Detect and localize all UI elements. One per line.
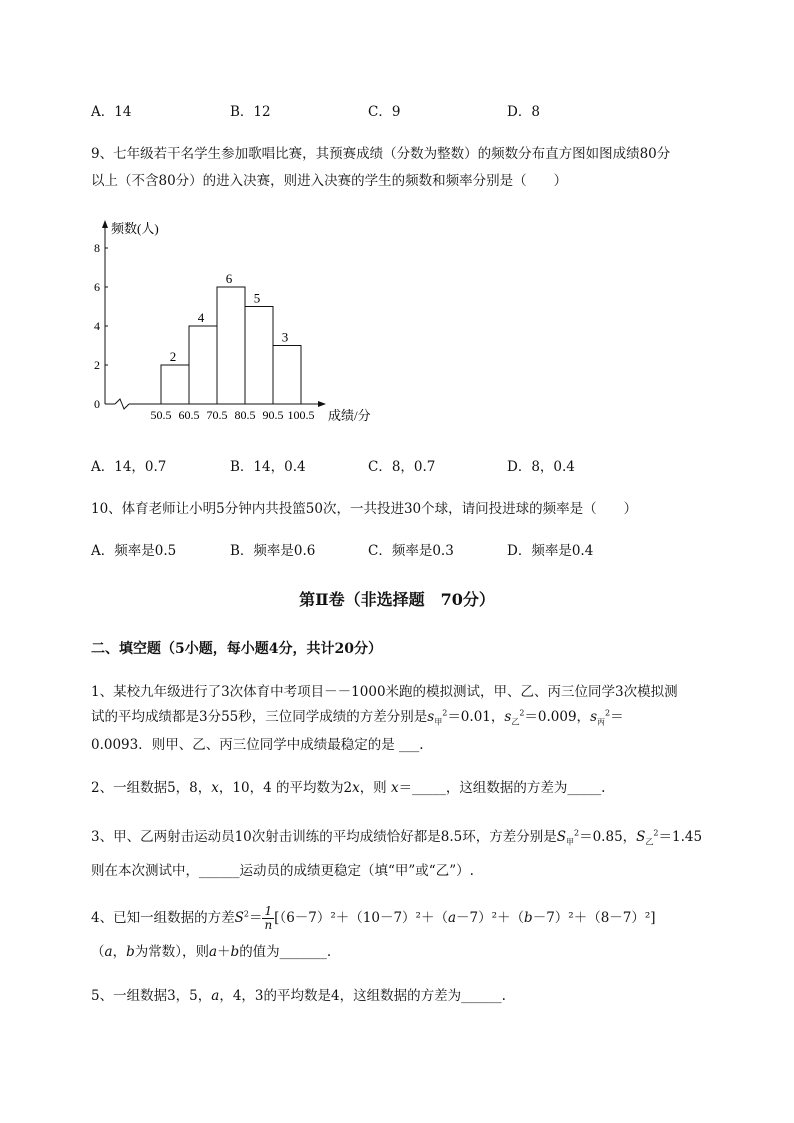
x-tick-label: 50.5	[150, 408, 172, 422]
histogram	[85, 212, 385, 422]
q8-option-b: B．12	[230, 104, 271, 120]
q10-option-c: C．频率是0.3	[368, 543, 454, 559]
q9-option-c: C．8，0.7	[368, 459, 436, 475]
y-axis-title: 频数(人)	[111, 221, 159, 236]
y-tick-label: 6	[94, 280, 100, 294]
y-tick-label: 4	[94, 319, 100, 333]
f3-line1: 3、甲、乙两射击运动员10次射击训练的平均成绩恰好都是8.5环，方差分别是$S_甲^2=0.85$，$S_乙^2=1.45$	[91, 828, 703, 847]
bar-value-label: 6	[225, 271, 233, 286]
y-tick-label: 0	[94, 397, 100, 411]
q9-stem-line1: 9、七年级若干名学生参加歌唱比赛，其预赛成绩（分数为整数）的频数分布直方图如图成绩80分	[91, 146, 671, 162]
f2-line: 2、一组数据5，8，x，10，4 的平均数为2x，则 x＝_____，这组数据的方差为_____.	[91, 780, 606, 796]
histogram-bar	[273, 346, 301, 405]
q10-option-b: B．频率是0.6	[230, 543, 316, 559]
section-title: 第Ⅱ卷（非选择题 70分）	[299, 590, 495, 609]
x-tick-label: 100.5	[287, 408, 315, 422]
section-subtitle: 二、填空题（5小题，每小题4分，共计20分）	[91, 641, 382, 657]
q10-option-a: A．频率是0.5	[91, 543, 177, 559]
y-tick-label: 8	[94, 241, 100, 255]
histogram-bar	[161, 365, 189, 404]
q9-option-d: D．8，0.4	[507, 459, 575, 475]
x-axis-arrow	[318, 401, 326, 407]
f3-line2: 则在本次测试中，______运动员的成绩更稳定（填“甲”或“乙”）.	[91, 863, 474, 879]
q10-option-d: D．频率是0.4	[507, 543, 594, 559]
f1-line2: 试的平均成绩都是3分55秒，三位同学成绩的方差分别是$s_甲^2=0.01$，$s_乙^2=0.009$，$s_丙^2=$	[91, 708, 624, 727]
bar-value-label: 3	[281, 329, 289, 345]
bar-value-label: 5	[253, 290, 261, 306]
f4-line1: 4、已知一组数据的方差$S^2=$ $\frac{1}{n}$ [（6－7）²＋（10－7）²＋（a－7）²＋（b－7）²＋（8－7）²]	[91, 904, 656, 932]
x-axis-title: 成绩/分	[328, 408, 371, 422]
bar-value-label: 2	[169, 349, 177, 364]
x-tick-label: 80.5	[234, 408, 256, 422]
x-tick-label: 70.5	[206, 408, 228, 422]
x-axis-break	[115, 399, 129, 409]
f1-text: 试的平均成绩都是3分55秒，三位同学成绩的方差分别是	[91, 709, 428, 725]
f1-line1: 1、某校九年级进行了3次体育中考项目－－1000米跑的模拟测试，甲、乙、丙三位同学3次模拟测	[91, 684, 678, 700]
x-tick-label: 90.5	[262, 408, 284, 422]
f4-line2: （a，b为常数），则a＋b的值为_______.	[91, 944, 332, 960]
q8-option-c: C．9	[368, 104, 401, 120]
q9-option-b: B．14，0.4	[230, 459, 306, 475]
q8-option-d: D．8	[507, 104, 540, 120]
histogram-bar	[245, 307, 273, 405]
q10-stem: 10、体育老师让小明5分钟内共投篮50次，一共投进30个球，请问投进球的频率是（ ）	[91, 501, 638, 517]
y-axis-arrow	[102, 220, 108, 228]
q9-option-a: A．14，0.7	[91, 459, 167, 475]
bar-value-label: 4	[197, 310, 205, 325]
fraction-1-over-n: $\frac{1}{n}$	[264, 904, 273, 932]
histogram-bar	[189, 326, 217, 404]
x-tick-label: 60.5	[178, 408, 200, 422]
histogram-bar	[217, 287, 245, 404]
y-tick-label: 2	[94, 358, 100, 372]
q8-option-a: A．14	[91, 104, 132, 120]
f1-line3: 0.0093．则甲、乙、丙三位同学中成绩最稳定的是 ___.	[91, 737, 424, 753]
q9-stem-line2: 以上（不含80分）的进入决赛，则进入决赛的学生的频数和频率分别是（ ）	[91, 173, 568, 189]
f5-line: 5、一组数据3，5，a，4，3的平均数是4，这组数据的方差为______.	[91, 988, 506, 1004]
